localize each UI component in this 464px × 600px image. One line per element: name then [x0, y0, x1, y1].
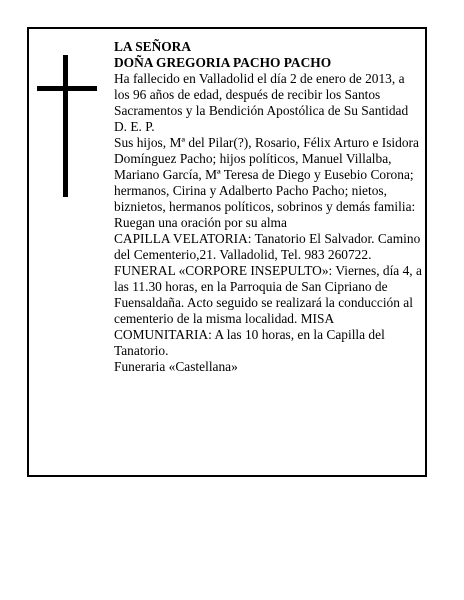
cross-vertical-bar: [63, 55, 68, 197]
obituary-text: [114, 39, 422, 375]
deceased-name: DOÑA GREGORIA PACHO PACHO: [114, 55, 332, 70]
wake-chapel-info: CAPILLA VELATORIA: Tanatorio El Salvador. Camino del Cementerio,21. Valladolid, Tel. 983 260722.: [114, 231, 421, 262]
notice-heading: LA SEÑORA: [114, 39, 192, 54]
family-list: Sus hijos, Mª del Pilar(?), Rosario, Félix Arturo e Isidora Domínguez Pacho; hijos políticos, Manuel Villalba, Mariano García, Mª Teresa de Diego y Eusebio Corona; hermanos, Cirina y Adalberto Pacho Pacho; nietos, biznietos, hermanos políticos, sobrinos y demás familia:: [114, 135, 419, 214]
prayer-request: Ruegan una oración por su alma: [114, 215, 287, 230]
cross-icon: [37, 55, 97, 197]
cross-horizontal-bar: [37, 86, 97, 91]
death-announcement: Ha fallecido en Valladolid el día 2 de enero de 2013, a los 96 años de edad, después de recibir los Santos Sacramentos y la Bendición Apostólica de Su Santidad D. E. P.: [114, 71, 409, 134]
funeral-info: FUNERAL «CORPORE INSEPULTO»: Viernes, día 4, a las 11.30 horas, en la Parroquia de San Cipriano de Fuensaldaña. Acto seguido se realizará la conducción al cementerio de la misma localidad. MISA COMUNITARIA: A las 10 horas, en la Capilla del Tanatorio.: [114, 263, 422, 358]
funeral-home: Funeraria «Castellana»: [114, 359, 238, 374]
